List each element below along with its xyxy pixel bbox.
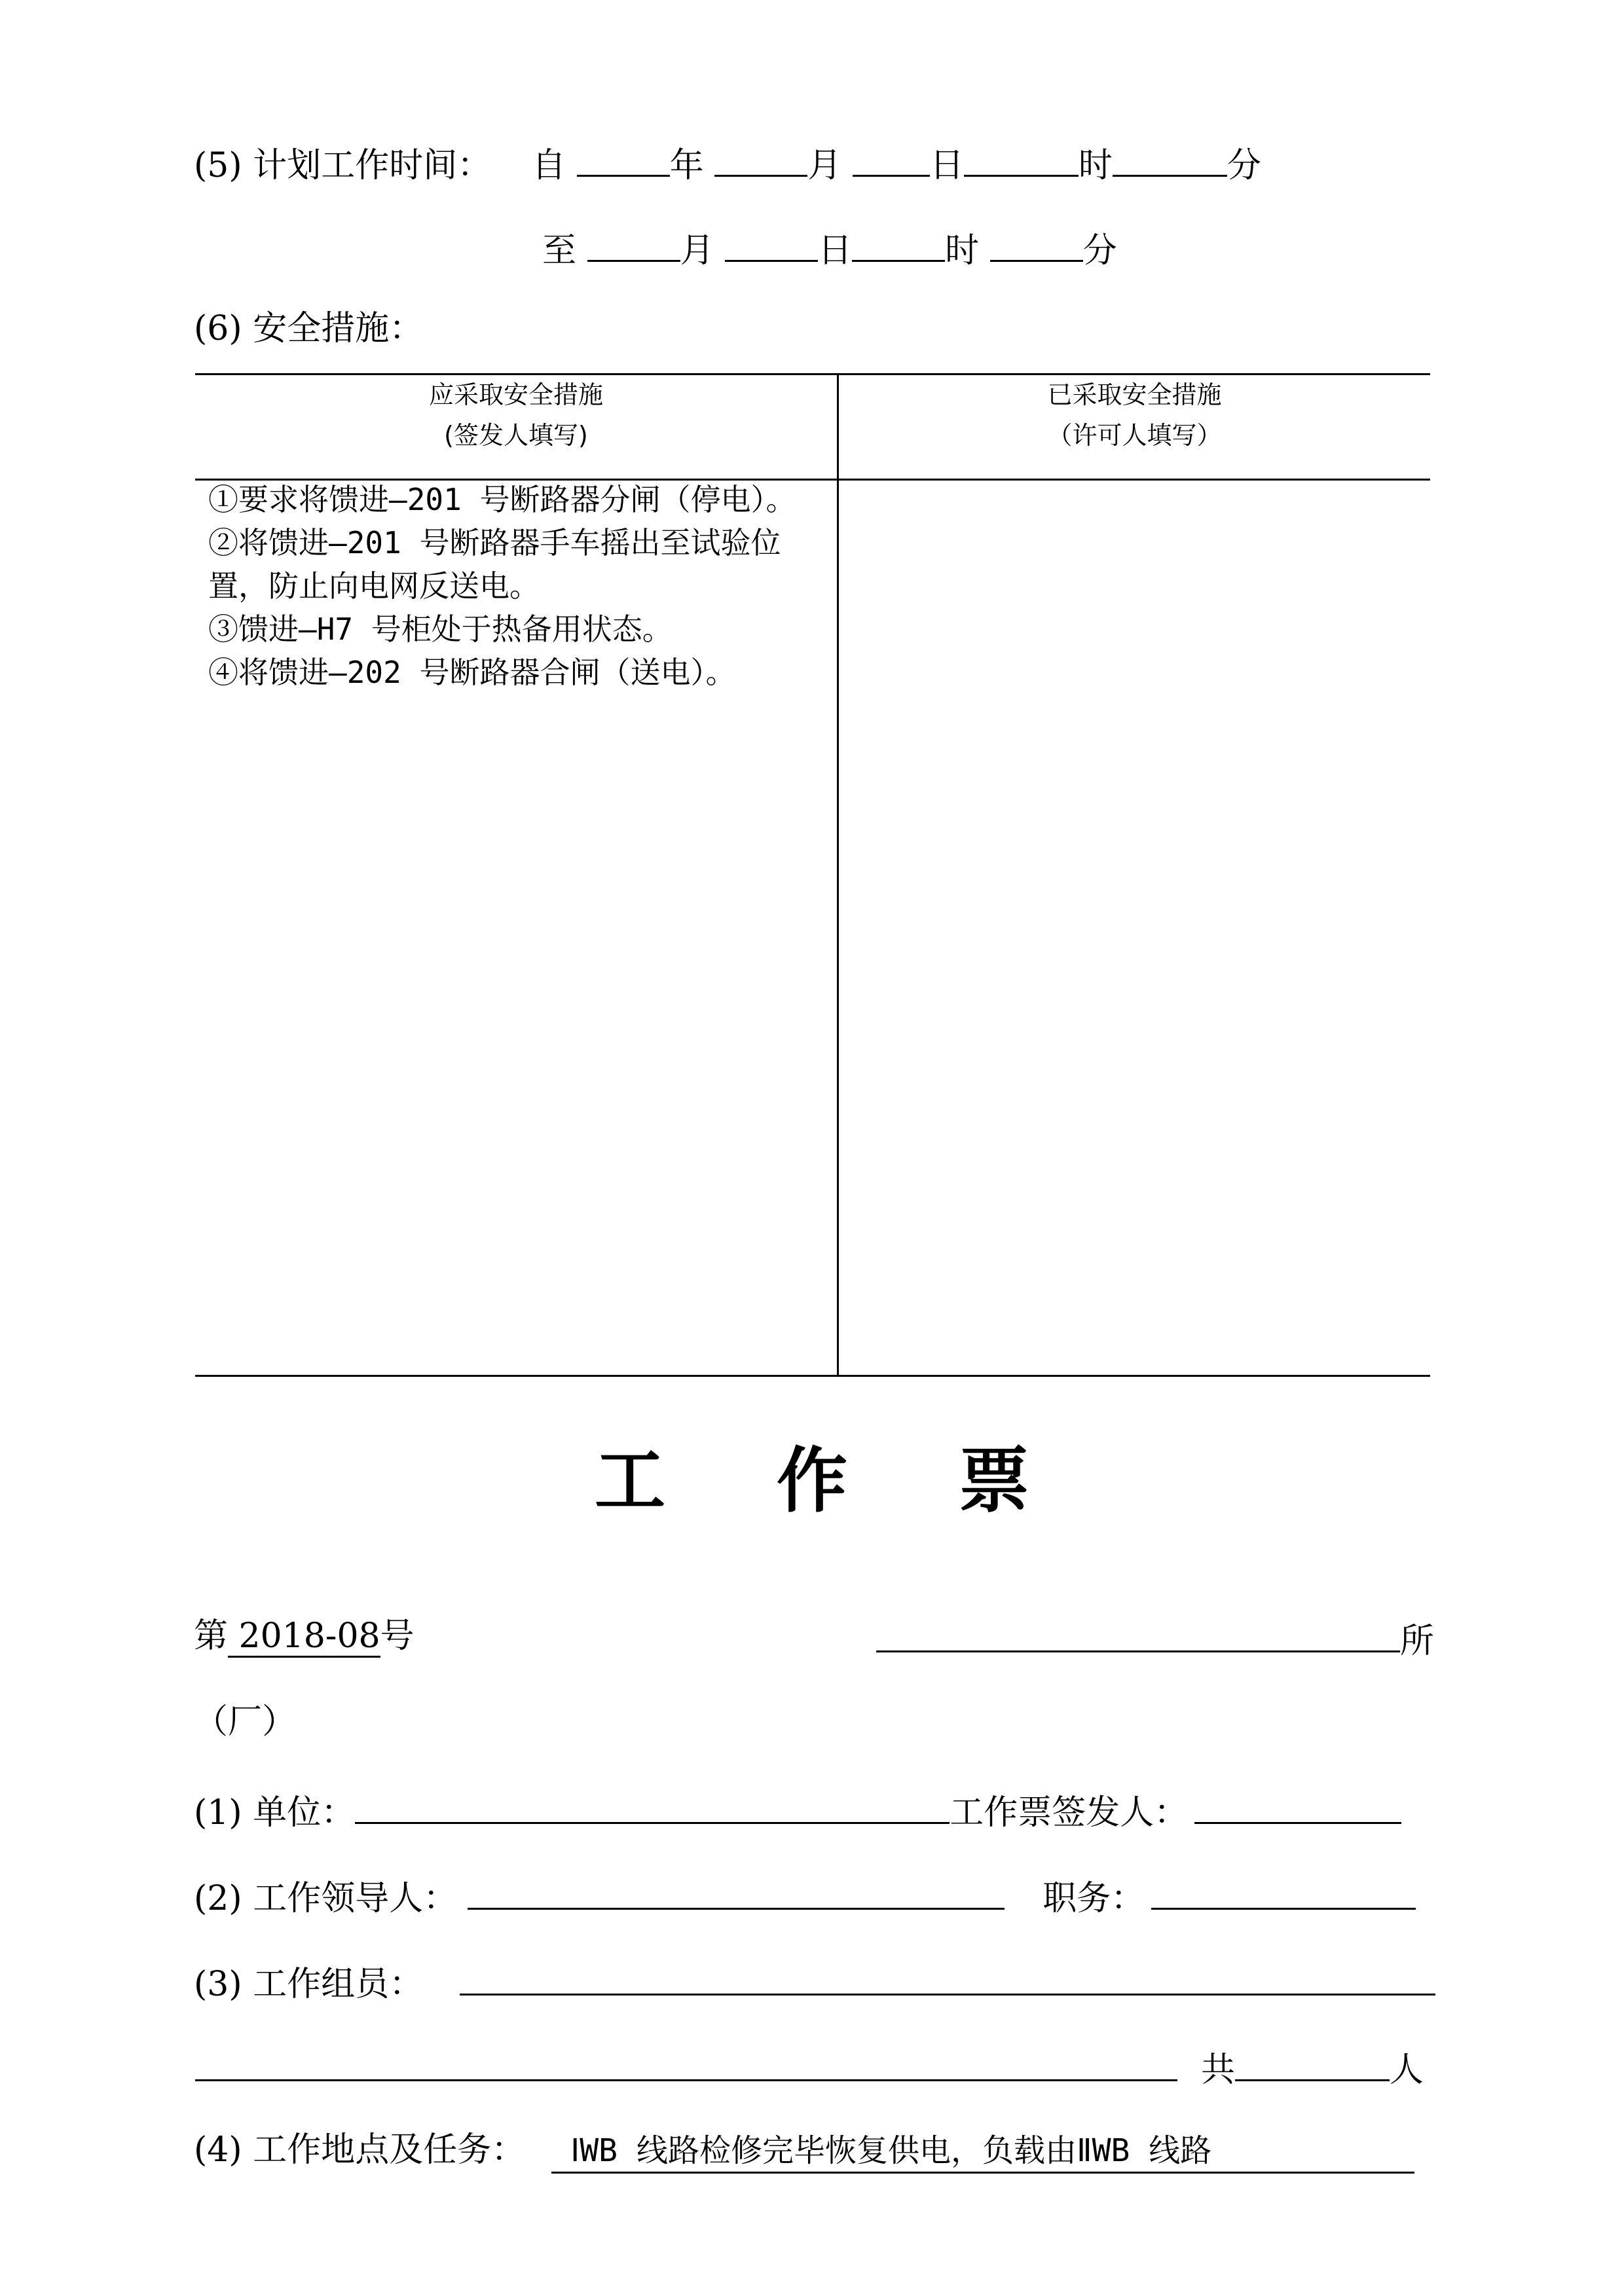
issuer-field[interactable]: [1194, 1787, 1401, 1824]
from-day-field[interactable]: [853, 139, 930, 177]
post-field[interactable]: [1151, 1872, 1416, 1910]
task-field[interactable]: [551, 2130, 1414, 2174]
measure-item: ④将馈进—202 号断路器合闸（送电）。: [208, 655, 736, 690]
table-bottom-rule: [195, 1375, 1430, 1377]
ticket-title: 工作票: [594, 1440, 1141, 1522]
plan-time-row-to: [542, 225, 1117, 272]
to-month-label: 月: [680, 231, 714, 270]
ticket-number-row: [194, 1615, 415, 1657]
total-suffix: 人: [1390, 2050, 1424, 2090]
to-hour-field[interactable]: [852, 225, 945, 262]
to-day-label: 日: [818, 231, 853, 270]
col-header-left: [195, 374, 837, 456]
place-suffix: 所: [1400, 1622, 1435, 1661]
month-label: 月: [807, 146, 842, 185]
from-hour-field[interactable]: [964, 139, 1079, 177]
to-hour-label: 时: [945, 231, 980, 270]
plan-time-label: (5) 计划工作时间：: [194, 146, 492, 185]
ticket-number[interactable]: 2018-08: [228, 1616, 380, 1658]
col-right-title: 已采取安全措施: [1047, 380, 1222, 409]
issuer-label: 工作票签发人：: [950, 1793, 1189, 1832]
col-header-right: [839, 374, 1430, 456]
total-count-field[interactable]: [1235, 2044, 1390, 2081]
from-label: 自: [532, 146, 566, 185]
from-minute-field[interactable]: [1113, 139, 1227, 177]
col-left-title: 应采取安全措施: [428, 380, 603, 409]
members-field[interactable]: [460, 1958, 1435, 1995]
measure-item: ③馈进—H7 号柜处于热备用状态。: [208, 611, 673, 647]
unit-field[interactable]: [355, 1787, 950, 1824]
unit-label: (1) 单位：: [194, 1793, 356, 1832]
leader-label: (2) 工作领导人：: [194, 1879, 458, 1918]
members-field-continued[interactable]: [195, 2044, 1177, 2081]
no-prefix: 第: [194, 1616, 229, 1656]
place-field[interactable]: [876, 1615, 1400, 1652]
members-row-2: [195, 2044, 1424, 2091]
members-row: [194, 1958, 1435, 2005]
to-day-field[interactable]: [725, 225, 818, 262]
col-left-sub: (签发人填写): [444, 421, 588, 450]
leader-row: [194, 1872, 1416, 1920]
to-month-field[interactable]: [587, 225, 680, 262]
taken-measures-cell[interactable]: [841, 482, 1428, 1372]
to-minute-field[interactable]: [990, 225, 1083, 262]
table-column-divider: [837, 373, 839, 1377]
post-label: 职务：: [1043, 1879, 1145, 1918]
measure-item: ①要求将馈进—201 号断路器分闸（停电）。: [208, 482, 796, 517]
measure-item: ②将馈进—201 号断路器手车摇出至试验位置，防止向电网反送电。: [208, 525, 781, 604]
col-right-sub: （许可人填写）: [1047, 421, 1222, 450]
plan-time-row-from: [194, 139, 1261, 187]
hour-label: 时: [1078, 146, 1113, 185]
year-label: 年: [669, 146, 704, 185]
required-measures: [208, 478, 811, 694]
leader-field[interactable]: [468, 1872, 1005, 1910]
members-label: (3) 工作组员：: [194, 1965, 424, 2004]
from-year-field[interactable]: [577, 139, 670, 177]
task-value: ⅠWB 线路检修完毕恢复供电，负载由ⅡWB 线路: [570, 2132, 1212, 2169]
total-prefix: 共: [1201, 2050, 1236, 2090]
no-suffix: 号: [380, 1616, 415, 1656]
to-label: 至: [542, 231, 577, 270]
minute-label: 分: [1227, 146, 1261, 185]
task-label: (4) 工作地点及任务：: [194, 2130, 526, 2170]
to-minute-label: 分: [1082, 231, 1117, 270]
safety-label: (6) 安全措施：: [194, 309, 424, 348]
from-month-field[interactable]: [714, 139, 807, 177]
day-label: 日: [929, 146, 964, 185]
unit-row: [194, 1787, 1401, 1834]
task-row: [194, 2129, 1414, 2174]
place-row: [876, 1615, 1434, 1662]
factory-label: （厂）: [194, 1702, 297, 1741]
